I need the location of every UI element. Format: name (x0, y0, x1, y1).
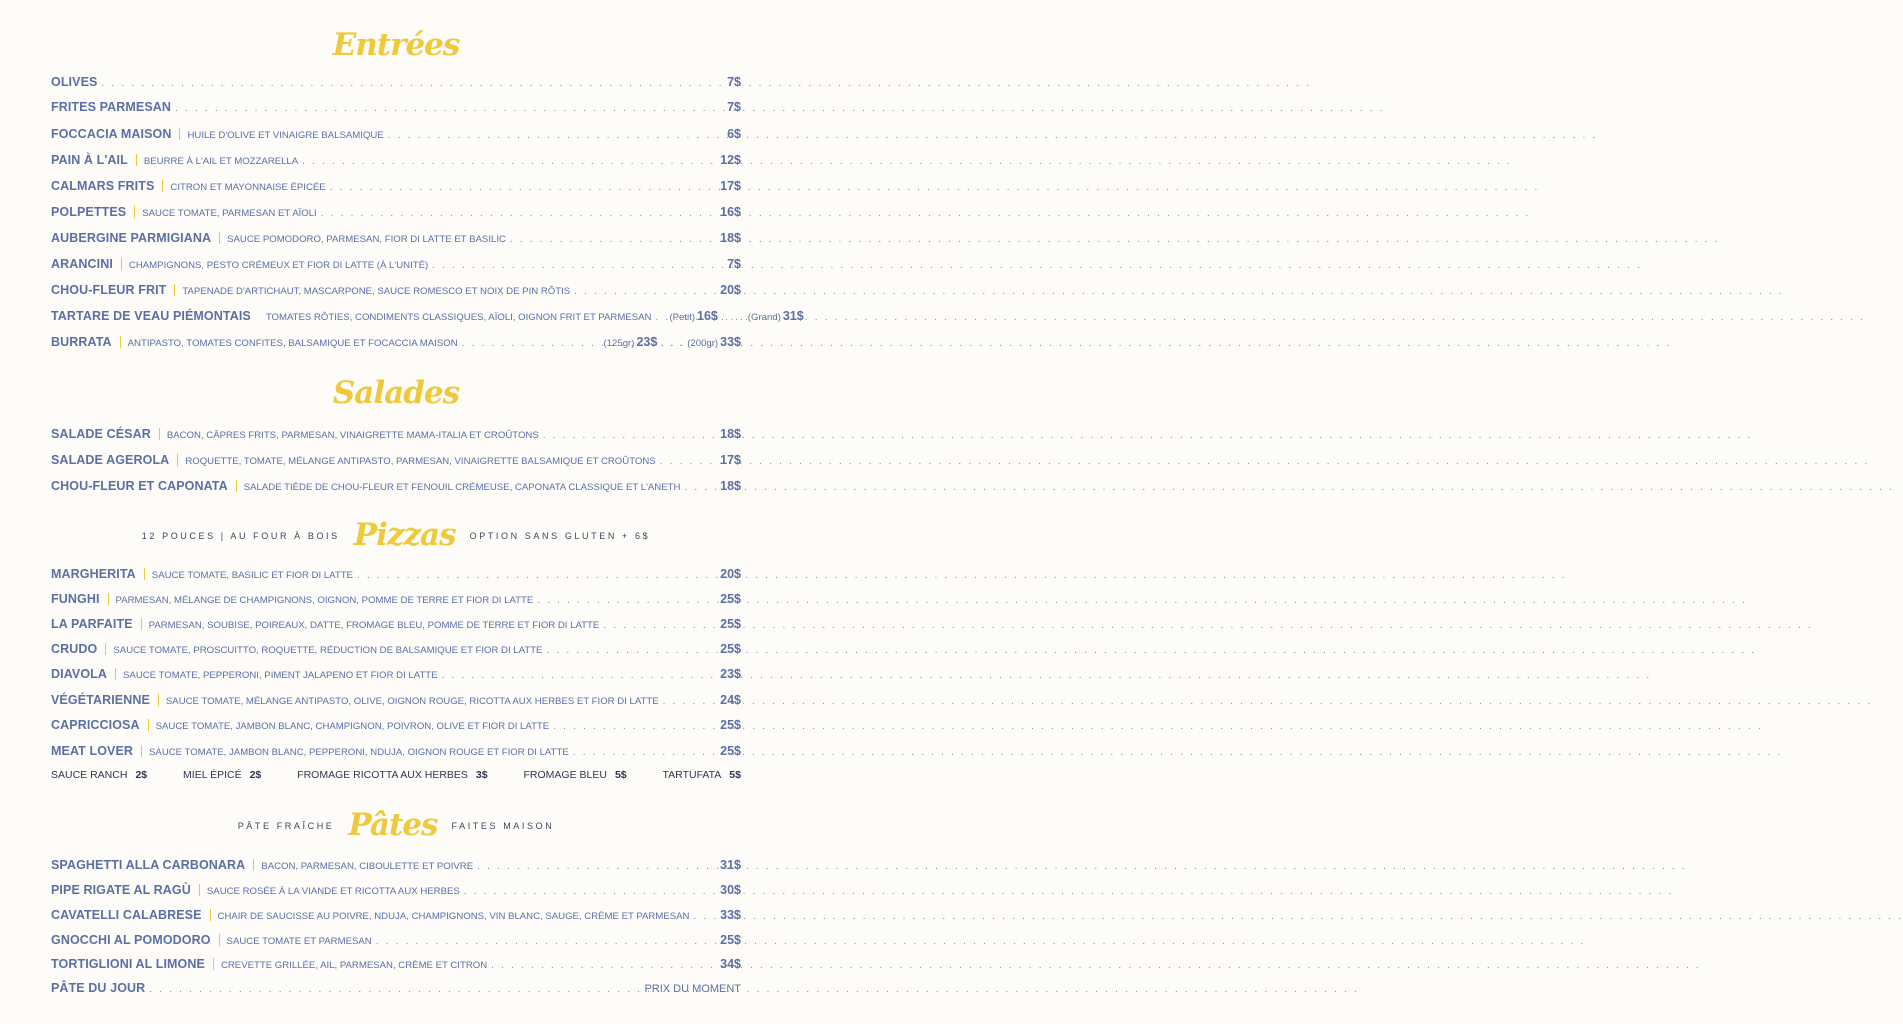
item-name: CAPRICCIOSA (51, 718, 140, 732)
menu-item (51, 882, 741, 900)
dot-leader: . . . (720, 312, 745, 323)
pizzas-subtitle-left: 12 POUCES | AU FOUR À BOIS (141, 530, 340, 541)
extra-price: 2$ (249, 769, 262, 781)
item-description: SAUCE TOMATE, JAMBON BLANC, CHAMPIGNON, POIVRON, OLIVE ET FIOR DI LATTE (155, 721, 550, 732)
item-name: TARTARE DE VEAU PIÉMONTAIS (51, 309, 251, 323)
menu-item (51, 256, 741, 274)
pizzas-subtitle-right: OPTION SANS GLUTEN + 6$ (469, 530, 651, 541)
menu-item (51, 857, 741, 875)
dot-leader (376, 936, 716, 947)
extra-price: 5$ (614, 769, 627, 781)
dot-leader (101, 78, 723, 89)
pizzas-title: Pizzas (353, 517, 456, 553)
separator (199, 884, 200, 896)
separator (115, 668, 116, 680)
separator (159, 428, 160, 440)
extra-name: SAUCE RANCH (51, 769, 128, 781)
item-description: BEURRE À L'AIL ET MOZZARELLA (143, 156, 299, 167)
dot-leader (477, 861, 716, 872)
item-description: SAUCE TOMATE, PARMESAN ET AÏOLI (142, 208, 317, 219)
dot-leader (302, 156, 716, 167)
item-name: FUNGHI (51, 592, 100, 606)
item-price: 25$ (720, 718, 741, 732)
extra-item (183, 769, 261, 781)
dot-leader (388, 130, 723, 141)
menu-item (51, 981, 741, 999)
entrees-title: Entrées (332, 27, 460, 63)
pizzas-header (0, 517, 792, 553)
pizza-extras (51, 769, 741, 781)
extra-price: 2$ (135, 769, 148, 781)
separator (219, 232, 220, 244)
separator (144, 568, 145, 580)
item-price: 25$ (720, 617, 741, 631)
size-label: (125gr) (603, 338, 635, 349)
extra-name: FROMAGE RICOTTA AUX HERBES (297, 769, 468, 781)
separator (141, 618, 142, 630)
dot-leader (357, 570, 716, 581)
item-description: ANTIPASTO, TOMATES CONFITES, BALSAMIQUE ET FOCACCIA MAISON (127, 338, 458, 349)
item-price: PRIX DU MOMENT (644, 983, 741, 995)
separator (236, 480, 237, 492)
item-name: BURRATA (51, 335, 112, 349)
item-name: DIAVOLA (51, 667, 108, 681)
menu-item (51, 100, 741, 118)
item-description: ROQUETTE, TOMATE, MÉLANGE ANTIPASTO, PARMESAN, VINAIGRETTE BALSAMIQUE ET CROÛTONS (185, 456, 656, 467)
menu-item (51, 641, 741, 659)
item-description: SAUCE TOMATE ET PARMESAN (226, 936, 372, 947)
menu-item (51, 717, 741, 735)
item-price: 24$ (720, 693, 741, 707)
separator (219, 934, 220, 946)
item-name: PIPE RIGATE AL RAGÙ (51, 883, 191, 897)
item-description: SALADE TIÈDE DE CHOU-FLEUR ET FENOUIL CRÉMEUSE, CAPONATA CLASSIQUE ET L'ANETH (243, 482, 681, 493)
extra-name: MIEL ÉPICÉ (183, 769, 242, 781)
item-description: CREVETTE GRILLÉE, AIL, PARMESAN, CRÈME ET CITRON (220, 960, 488, 971)
item-description: SAUCE TOMATE, JAMBON BLANC, PEPPERONI, NDUJA, OIGNON ROUGE ET FIOR DI LATTE (149, 747, 569, 758)
item-description: PARMESAN, MÉLANGE DE CHAMPIGNONS, OIGNON, POMME DE TERRE ET FIOR DI LATTE (115, 595, 534, 606)
dot-leader (432, 260, 723, 271)
pates-subtitle-left: PÂTE FRAÎCHE (237, 820, 335, 831)
menu-item (51, 956, 741, 974)
dot-leader (553, 721, 716, 732)
menu-item (51, 616, 741, 634)
separator (158, 694, 159, 706)
size-label: (Petit) (669, 312, 696, 323)
item-name: MARGHERITA (51, 567, 136, 581)
separator (120, 336, 121, 348)
item-price: 7$ (727, 257, 741, 271)
item-price: 23$ (636, 335, 658, 349)
item-name: CALMARS FRITS (51, 179, 155, 193)
menu-item (51, 75, 741, 93)
dot-leader (510, 234, 716, 245)
menu-item (51, 692, 741, 710)
dot-leader (573, 747, 716, 758)
item-name: FOCCACIA MAISON (51, 127, 172, 141)
item-price: 16$ (720, 205, 741, 219)
menu-item (51, 932, 741, 950)
separator (148, 719, 149, 731)
item-price: 25$ (720, 933, 741, 947)
separator (134, 206, 135, 218)
dot-leader (684, 482, 716, 493)
item-name: POLPETTES (51, 205, 127, 219)
extra-name: FROMAGE BLEU (523, 769, 607, 781)
menu-item (51, 152, 741, 170)
item-name: CRUDO (51, 642, 98, 656)
item-name: PÂTE DU JOUR (51, 981, 146, 995)
dot-leader (543, 430, 716, 441)
menu-item (51, 282, 741, 300)
item-description: TAPENADE D'ARTICHAUT, MASCARPONE, SAUCE ROMESCO ET NOIX DE PIN RÔTIS (182, 286, 571, 297)
dot-leader (693, 911, 716, 922)
dot-leader (603, 620, 716, 631)
menu-item (51, 666, 741, 684)
item-description: SAUCE TOMATE, BASILIC ET FIOR DI LATTE (151, 570, 353, 581)
item-name: ARANCINI (51, 257, 113, 271)
item-price: 33$ (720, 908, 741, 922)
size-label: (Grand) (747, 312, 781, 323)
menu-item (51, 907, 741, 925)
item-description: BACON, PARMESAN, CIBOULETTE ET POIVRE (261, 861, 474, 872)
dot-leader (574, 286, 716, 297)
separator (162, 180, 163, 192)
item-price: 7$ (727, 100, 741, 114)
item-name: FRITES PARMESAN (51, 100, 172, 114)
item-name: OLIVES (51, 75, 98, 89)
dot-leader (655, 312, 665, 323)
dot-leader: . . . (660, 338, 685, 349)
item-description: BACON, CÂPRES FRITS, PARMESAN, VINAIGRETTE MAMA-ITALIA ET CROÛTONS (166, 430, 539, 441)
dot-leader (663, 696, 716, 707)
item-name: CHOU-FLEUR ET CAPONATA (51, 479, 228, 493)
extra-item (297, 769, 487, 781)
item-name: CAVATELLI CALABRESE (51, 908, 202, 922)
extra-price: 5$ (729, 769, 741, 781)
item-price: 25$ (720, 744, 741, 758)
menu-item-tartare (51, 308, 804, 326)
item-name: SALADE AGEROLA (51, 453, 170, 467)
separator (253, 859, 254, 871)
item-price: 7$ (727, 75, 741, 89)
separator (213, 958, 214, 970)
item-name: MEAT LOVER (51, 744, 134, 758)
item-price: 25$ (720, 592, 741, 606)
separator (121, 258, 122, 270)
item-description: SAUCE TOMATE, PEPPERONI, PIMENT JALAPENO ET FIOR DI LATTE (123, 670, 438, 681)
extra-item (663, 769, 741, 781)
separator (108, 593, 109, 605)
dot-leader (175, 103, 723, 114)
menu-item (51, 126, 741, 144)
item-price: 20$ (720, 567, 741, 581)
menu-item (51, 743, 741, 761)
dot-leader (660, 456, 716, 467)
menu-item (51, 426, 741, 444)
menu-item (51, 178, 741, 196)
menu-item (51, 204, 741, 222)
item-price: 18$ (720, 479, 741, 493)
dot-leader (321, 208, 716, 219)
dot-leader (462, 338, 600, 349)
menu-item (51, 591, 741, 609)
separator (174, 284, 175, 296)
item-price: 33$ (720, 335, 741, 349)
item-description: SAUCE ROSÉE À LA VIANDE ET RICOTTA AUX HERBES (206, 886, 460, 897)
salades-title: Salades (332, 375, 460, 411)
dot-leader (442, 670, 717, 681)
separator (136, 154, 137, 166)
item-name: GNOCCHI AL POMODORO (51, 933, 211, 947)
item-description: CHAIR DE SAUCISSE AU POIVRE, NDUJA, CHAMPIGNONS, VIN BLANC, SAUGE, CRÈME ET PARMESAN (217, 911, 690, 922)
menu-item (51, 452, 741, 470)
item-description: CITRON ET MAYONNAISE ÉPICÉE (170, 182, 326, 193)
item-price: 20$ (720, 283, 741, 297)
extra-item (524, 769, 627, 781)
item-price: 31$ (782, 309, 804, 323)
item-description: CHAMPIGNONS, PESTO CRÉMEUX ET FIOR DI LATTE (À L'UNITÉ) (128, 260, 429, 271)
dot-leader (546, 645, 716, 656)
item-name: CHOU-FLEUR FRIT (51, 283, 167, 297)
item-name: PAIN À L'AIL (51, 153, 128, 167)
extra-name: TARTUFATA (662, 769, 722, 781)
separator (179, 128, 180, 140)
item-name: AUBERGINE PARMIGIANA (51, 231, 212, 245)
pates-title: Pâtes (348, 807, 438, 843)
extra-price: 3$ (475, 769, 488, 781)
menu-item (51, 478, 741, 496)
dot-leader (330, 182, 716, 193)
item-name: LA PARFAITE (51, 617, 133, 631)
item-name: SALADE CÉSAR (51, 427, 151, 441)
dot-leader (464, 886, 716, 897)
item-name: VÉGÉTARIENNE (51, 693, 150, 707)
extra-item (51, 769, 147, 781)
item-description: SAUCE TOMATE, PROSCUITTO, ROQUETTE, RÉDUCTION DE BALSAMIQUE ET FIOR DI LATTE (113, 645, 543, 656)
item-description: TOMATES RÔTIES, CONDIMENTS CLASSIQUES, AÏOLI, OIGNON FRIT ET PARMESAN (265, 312, 652, 323)
separator (177, 454, 178, 466)
item-name: SPAGHETTI ALLA CARBONARA (51, 858, 246, 872)
separator (141, 745, 142, 757)
item-price: 17$ (720, 453, 741, 467)
menu-item (51, 566, 741, 584)
menu-item (51, 230, 741, 248)
menu-item-burrata (51, 334, 741, 352)
item-price: 18$ (720, 427, 741, 441)
item-name: TORTIGLIONI AL LIMONE (51, 957, 205, 971)
pates-header (0, 807, 792, 843)
separator (105, 643, 106, 655)
separator (210, 909, 211, 921)
item-price: 12$ (720, 153, 741, 167)
item-price: 17$ (720, 179, 741, 193)
item-price: 6$ (727, 127, 741, 141)
item-price: 16$ (697, 309, 718, 323)
item-description: HUILE D'OLIVE ET VINAIGRE BALSAMIQUE (187, 130, 384, 141)
size-label: (200gr) (687, 338, 719, 349)
item-price: 25$ (720, 642, 741, 656)
item-price: 31$ (720, 858, 741, 872)
item-price: 18$ (720, 231, 741, 245)
item-description: SAUCE TOMATE, MÉLANGE ANTIPASTO, OLIVE, OIGNON ROUGE, RICOTTA AUX HERBES ET FIOR DI LATTE (165, 696, 659, 707)
pates-subtitle-right: FAITES MAISON (451, 820, 555, 831)
item-price: 23$ (720, 667, 741, 681)
item-price: 30$ (720, 883, 741, 897)
dot-leader (149, 984, 640, 995)
dot-leader (491, 960, 716, 971)
item-description: SAUCE POMODORO, PARMESAN, FIOR DI LATTE ET BASILIC (227, 234, 506, 245)
dot-leader (537, 595, 716, 606)
item-price: 34$ (720, 957, 741, 971)
item-description: PARMESAN, SOUBISE, POIREAUX, DATTE, FROMAGE BLEU, POMME DE TERRE ET FIOR DI LATTE (148, 620, 600, 631)
